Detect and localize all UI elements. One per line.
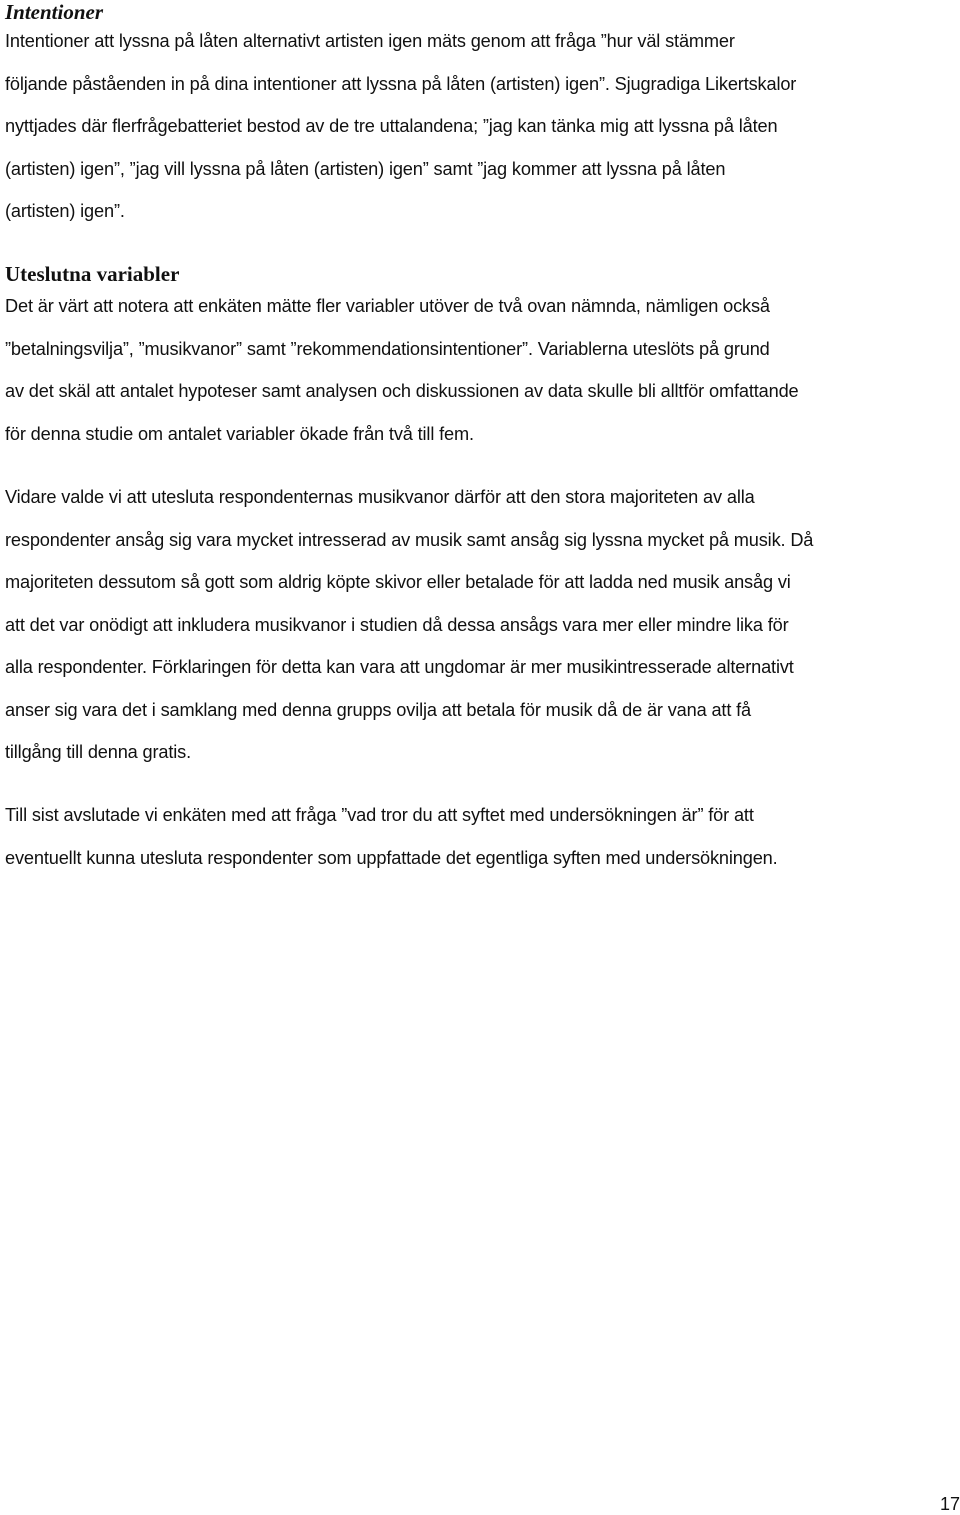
text-line: Det är värt att notera att enkäten mätte fler variabler utöver de två ovan nämnda, nämligen också [5,296,770,316]
section-heading-intentioner: Intentioner [5,0,104,24]
text-line: (artisten) igen”, ”jag vill lyssna på låten (artisten) igen” samt ”jag kommer att lyssna på låten [5,158,726,179]
paragraph-musikvanor [5,476,957,774]
text-line: (artisten) igen”. [5,201,125,221]
text-line: Vidare valde vi att utesluta respondenternas musikvanor därför att den stora majoriteten av alla [5,487,755,507]
text-line: tillgång till denna gratis. [5,742,192,762]
text-line: att det var onödigt att inkludera musikvanor i studien då dessa ansågs vara mer eller mindre lika för [5,614,789,635]
text-line: anser sig vara det i samklang med denna grupps ovilja att betala för musik då de är vana att få [5,699,752,720]
text-line: ”betalningsvilja”, ”musikvanor” samt ”rekommendationsintentioner”. Variablerna uteslöts på grund [5,338,770,359]
paragraph-intentioner [5,20,957,233]
text-line: alla respondenter. Förklaringen för detta kan vara att ungdomar är mer musikintresserade alternativt [5,657,794,677]
text-line: följande påståenden in på dina intentioner att lyssna på låten (artisten) igen”. Sjugradiga Likertskalor [5,73,797,94]
text-line: majoriteten dessutom så gott som aldrig köpte skivor eller betalade för att ladda ned musik ansåg vi [5,572,791,592]
page-number: 17 [939,1494,960,1514]
text-line: respondenter ansåg sig vara mycket intresserad av musik samt ansåg sig lyssna mycket på musik. Då [5,529,814,550]
text-line: av det skäl att antalet hypoteser samt analysen och diskussionen av data skulle bli alltför omfattande [5,381,799,401]
text-line: för denna studie om antalet variabler ökade från två till fem. [5,423,474,444]
text-line: eventuellt kunna utesluta respondenter som uppfattade det egentliga syften med undersökningen. [5,847,778,868]
paragraph-uteslutna-variabler [5,285,957,455]
text-line: nyttjades där flerfrågebatteriet bestod av de tre uttalandena; ”jag kan tänka mig att lyssna på låten [5,116,778,136]
text-line: Till sist avslutade vi enkäten med att fråga ”vad tror du att syftet med undersökningen är” för att [5,805,754,825]
text-line: Intentioner att lyssna på låten alternativt artisten igen mäts genom att fråga ”hur väl stämmer [5,31,735,51]
paragraph-till-sist [5,794,957,879]
section-heading-uteslutna-variabler: Uteslutna variabler [5,262,180,286]
